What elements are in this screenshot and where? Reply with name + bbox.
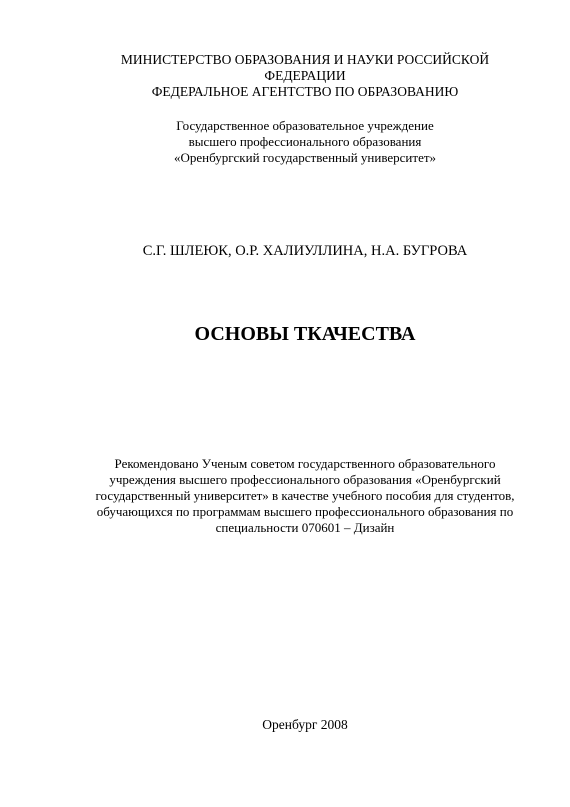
- authors-line: С.Г. ШЛЕЮК, О.Р. ХАЛИУЛЛИНА, Н.А. БУГРОВА: [142, 243, 468, 259]
- recommendation-line: специальности 070601 – Дизайн: [215, 520, 395, 535]
- book-title-text: ОСНОВЫ ТКАЧЕСТВА: [194, 323, 416, 345]
- agency-line: ФЕДЕРАЛЬНОЕ АГЕНТСТВО ПО ОБРАЗОВАНИЮ: [151, 84, 459, 99]
- university-line: «Оренбургский государственный университет»: [173, 150, 437, 165]
- ministry-header: [60, 52, 550, 100]
- city-year-text: Оренбург 2008: [262, 717, 348, 732]
- authors: [60, 242, 550, 260]
- institution-line: Государственное образовательное учреждение: [176, 118, 434, 133]
- city-year: [60, 717, 550, 733]
- recommendation-line: обучающихся по программам высшего профессионального образования по: [96, 504, 514, 519]
- ministry-line: ФЕДЕРАЦИИ: [264, 68, 346, 83]
- recommendation-line: государственный университет» в качестве учебного пособия для студентов,: [95, 488, 515, 503]
- institution-name: [60, 118, 550, 166]
- recommendation-note: [60, 456, 550, 536]
- institution-line: высшего профессионального образования: [188, 134, 422, 149]
- recommendation-line: Рекомендовано Ученым советом государственного образовательного: [114, 456, 496, 471]
- recommendation-line: учреждения высшего профессионального образования «Оренбургский: [109, 472, 501, 487]
- ministry-line: МИНИСТЕРСТВО ОБРАЗОВАНИЯ И НАУКИ РОССИЙСКОЙ: [120, 52, 490, 67]
- book-title: [60, 322, 550, 346]
